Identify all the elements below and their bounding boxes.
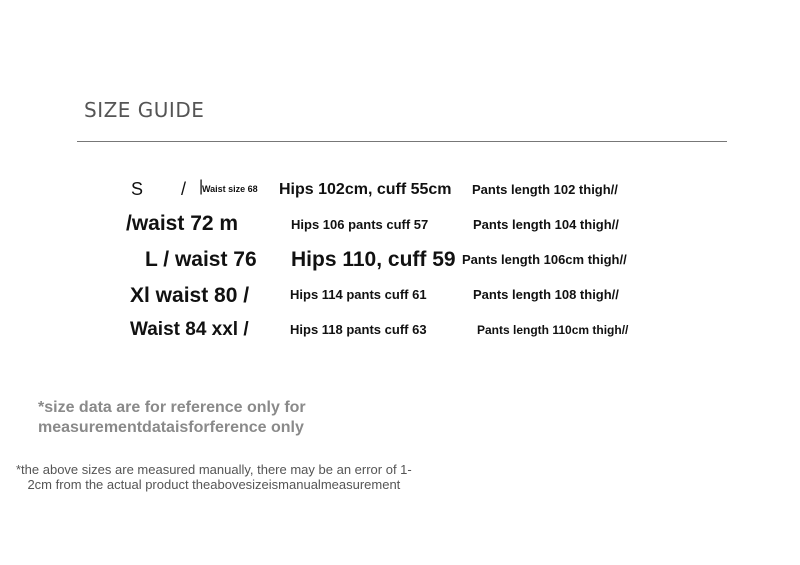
- size-l-hips: Hips 110, cuff 59: [291, 248, 456, 271]
- size-m-label: /waist 72 m: [126, 212, 239, 235]
- size-xl-hips: Hips 114 pants cuff 61: [290, 287, 427, 302]
- size-m-length: Pants length 104 thigh//: [473, 217, 619, 232]
- size-s-label: S: [131, 179, 144, 199]
- size-s-hips: Hips 102cm, cuff 55cm: [279, 181, 452, 198]
- size-l-length: Pants length 106cm thigh//: [462, 252, 627, 267]
- size-xl-label: Xl waist 80 /: [130, 284, 250, 307]
- size-l-label: L / waist 76: [145, 248, 257, 271]
- manual-note-line1: *the above sizes are measured manually, there may be an error of 1-: [16, 462, 412, 477]
- size-xxl-label: Waist 84 xxl /: [130, 319, 249, 340]
- size-m-hips: Hips 106 pants cuff 57: [291, 217, 429, 232]
- size-s-waist: Waist size 68: [202, 184, 258, 194]
- reference-note-line2: measurementdataisforference only: [38, 419, 304, 436]
- size-s-bar: |: [199, 178, 204, 195]
- size-xxl-hips: Hips 118 pants cuff 63: [290, 322, 427, 337]
- reference-note: [38, 398, 306, 438]
- size-s-length: Pants length 102 thigh//: [472, 182, 618, 197]
- manual-measure-note: [16, 462, 412, 492]
- reference-note-line1: *size data are for reference only for: [38, 399, 306, 416]
- manual-note-line2: 2cm from the actual product theabovesizeismanualmeasurement: [27, 477, 401, 492]
- size-xl-length: Pants length 108 thigh//: [473, 287, 619, 302]
- page-title: SIZE GUIDE: [84, 98, 205, 122]
- title-divider: [77, 141, 727, 142]
- size-xxl-length: Pants length 110cm thigh//: [477, 323, 629, 337]
- size-s-separator: /: [181, 179, 187, 199]
